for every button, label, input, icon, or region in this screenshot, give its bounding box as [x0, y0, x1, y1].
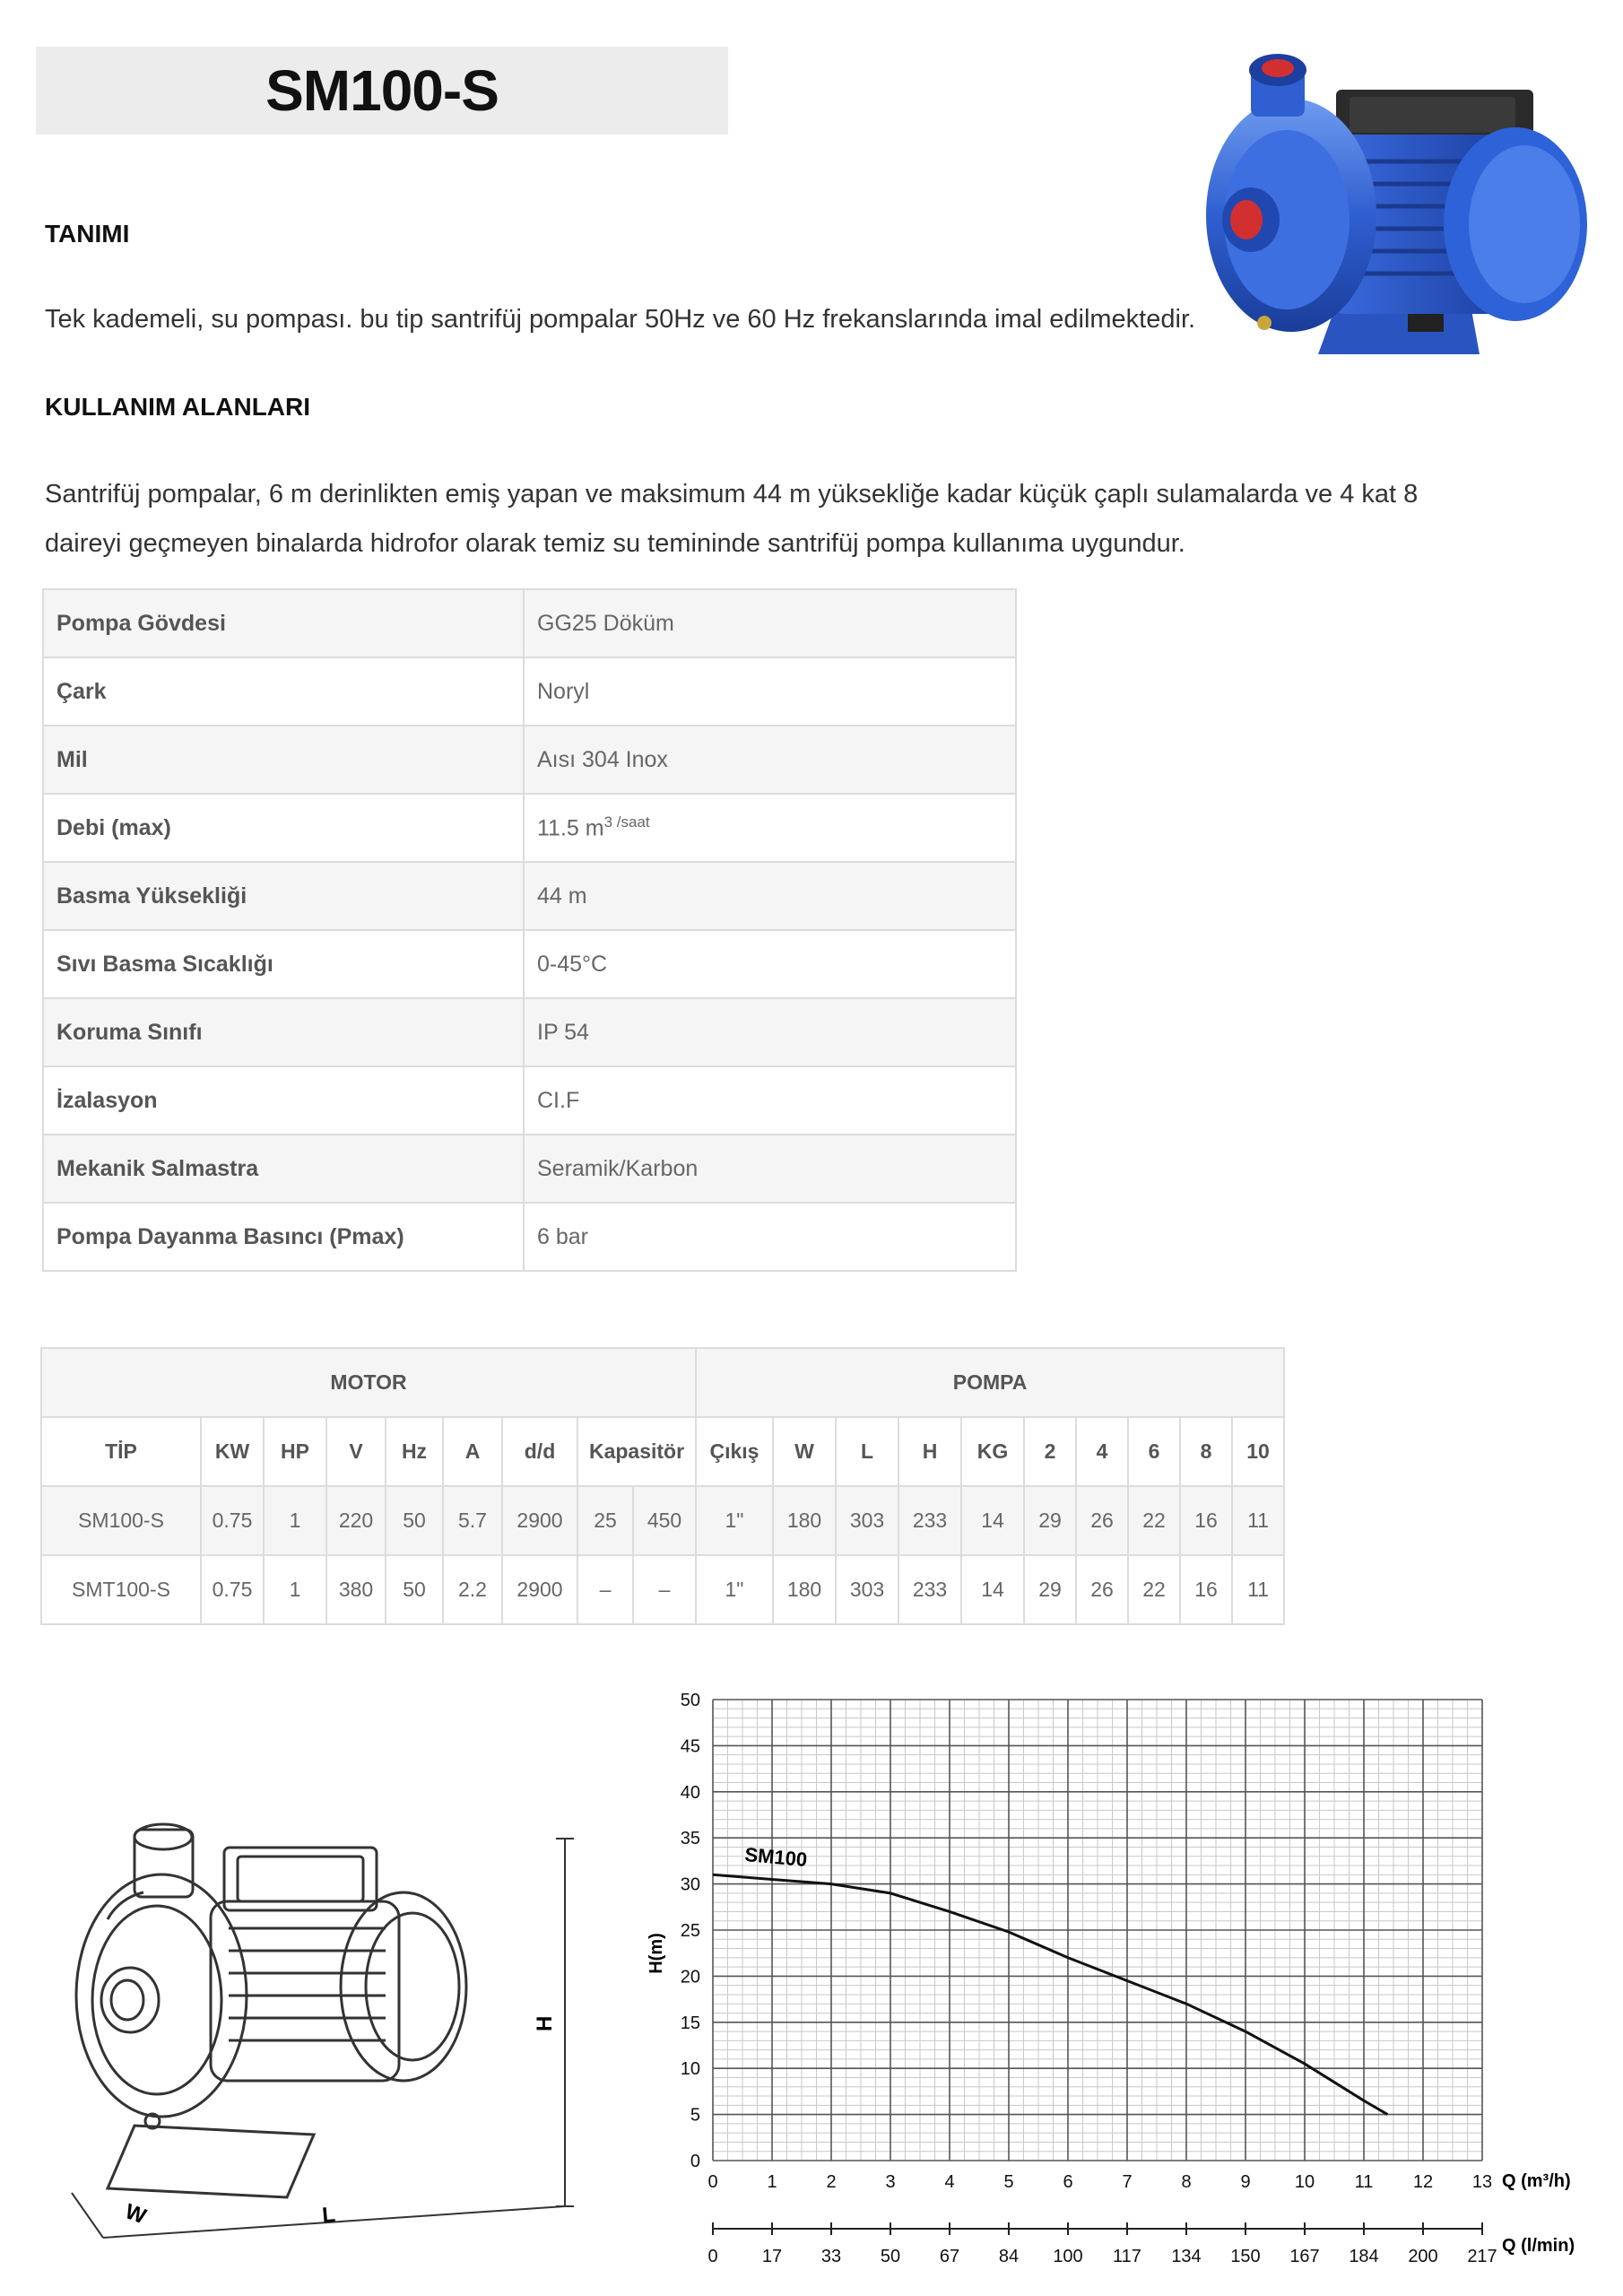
table-cell: 220 [326, 1486, 386, 1555]
x2-tick-label: 0 [707, 2247, 718, 2266]
x2-tick-label: 17 [761, 2247, 783, 2266]
spec-key: Pompa Dayanma Basıncı (Pmax) [43, 1203, 524, 1271]
col-header: 10 [1232, 1417, 1284, 1486]
col-header: 6 [1128, 1417, 1180, 1486]
column-header-row [41, 1417, 1284, 1486]
pump-photo [1202, 36, 1596, 368]
table-cell: 2.2 [443, 1555, 502, 1624]
spec-key: Basma Yüksekliği [43, 862, 524, 930]
table-cell: 1" [696, 1486, 773, 1555]
spec-row [43, 1203, 1016, 1271]
y-tick-label: 40 [680, 1782, 700, 1803]
dim-label-l: L [321, 2202, 337, 2228]
table-cell: 233 [898, 1486, 961, 1555]
col-header: L [836, 1417, 898, 1486]
x2-tick-label: 100 [1053, 2247, 1083, 2266]
tanim-text: Tek kademeli, su pompası. bu tip santrifüj pompalar 50Hz ve 60 Hz frekanslarında imal edilmektedir. [45, 305, 1196, 334]
spec-key: Debi (max) [43, 794, 524, 862]
spec-value: Seramik/Karbon [524, 1135, 1016, 1203]
table-cell: – [633, 1555, 696, 1624]
table-cell: 14 [961, 1555, 1024, 1624]
table-cell: 1 [264, 1555, 326, 1624]
kullanim-text-line2: daireyi geçmeyen binalarda hidrofor olarak temiz su temininde santrifüj pompa kullanıma uygundur. [45, 529, 1185, 558]
col-header: H [898, 1417, 961, 1486]
table-cell: 2900 [502, 1486, 577, 1555]
x-tick-label: 7 [1122, 2172, 1133, 2192]
x2-tick-label: 67 [939, 2247, 960, 2266]
performance-chart [619, 1668, 1614, 2287]
x-tick-label: 5 [1003, 2172, 1014, 2192]
x-tick-label: 6 [1063, 2172, 1073, 2192]
spec-key: Koruma Sınıfı [43, 998, 524, 1066]
x-tick-label: 1 [767, 2172, 777, 2192]
y-tick-label: 10 [680, 2059, 700, 2080]
x2-tick-label: 50 [880, 2247, 901, 2266]
table-cell: 1 [264, 1486, 326, 1555]
y-tick-label: 30 [680, 1874, 700, 1895]
col-header: 4 [1076, 1417, 1128, 1486]
table-cell: 50 [386, 1486, 443, 1555]
spec-key: İzalasyon [43, 1066, 524, 1135]
col-header: A [443, 1417, 502, 1486]
y-tick-label: 20 [680, 1967, 700, 1987]
y-axis-ticks [681, 1691, 700, 2171]
page-title: SM100-S [265, 58, 499, 123]
x-tick-label: 4 [944, 2172, 955, 2192]
y-tick-label: 45 [680, 1736, 700, 1757]
group-header-row [41, 1348, 1284, 1417]
col-header: KW [201, 1417, 264, 1486]
tanim-heading: TANIMI [45, 220, 130, 248]
x-tick-label: 0 [707, 2172, 718, 2192]
spec-row [43, 657, 1016, 726]
spec-key: Çark [43, 657, 524, 726]
x2-tick-label: 150 [1230, 2247, 1261, 2266]
x-tick-label: 10 [1294, 2172, 1315, 2192]
table-cell: 5.7 [443, 1486, 502, 1555]
spec-value: IP 54 [524, 998, 1016, 1066]
spec-value: GG25 Döküm [524, 589, 1016, 657]
x-tick-label: 3 [885, 2172, 896, 2192]
table-cell: 50 [386, 1555, 443, 1624]
col-header: d/d [502, 1417, 577, 1486]
x2-tick-label: 167 [1289, 2247, 1320, 2266]
table-cell: 16 [1180, 1486, 1232, 1555]
table-cell: – [577, 1555, 633, 1624]
spec-key: Mekanik Salmastra [43, 1135, 524, 1203]
spec-value: Noryl [524, 657, 1016, 726]
spec-value: Aısı 304 Inox [524, 726, 1016, 794]
table-cell: 180 [773, 1486, 836, 1555]
col-header: Kapasitör [577, 1417, 696, 1486]
table-cell: 22 [1128, 1555, 1180, 1624]
table-cell: 180 [773, 1555, 836, 1624]
spec-row [43, 1135, 1016, 1203]
spec-value [524, 794, 1016, 862]
spec-row [43, 998, 1016, 1066]
flow-unit: 3 /saat [603, 813, 650, 831]
x2-tick-label: 84 [998, 2247, 1020, 2266]
spec-value: 44 m [524, 862, 1016, 930]
spec-value: CI.F [524, 1066, 1016, 1135]
x-tick-label: 11 [1354, 2172, 1374, 2192]
table-cell: 0.75 [201, 1555, 264, 1624]
y-tick-label: 0 [690, 2152, 700, 2171]
x2-tick-label: 184 [1349, 2247, 1379, 2266]
spec-row [43, 862, 1016, 930]
x2-axis-label: Q (l/min) [1502, 2236, 1575, 2256]
spec-row [43, 930, 1016, 998]
table-cell: 233 [898, 1555, 961, 1624]
table-cell: 14 [961, 1486, 1024, 1555]
y-tick-label: 5 [690, 2105, 700, 2126]
x2-tick-label: 117 [1113, 2247, 1141, 2266]
table-cell: 303 [836, 1486, 898, 1555]
kullanim-text-line1: Santrifüj pompalar, 6 m derinlikten emiş yapan ve maksimum 44 m yüksekliğe kadar küçük çaplı sulamalarda ve 4 kat 8 [45, 480, 1419, 509]
col-header: TİP [41, 1417, 201, 1486]
x-tick-label: 9 [1240, 2172, 1251, 2192]
x2-tick-label: 200 [1408, 2247, 1438, 2266]
table-cell: 29 [1024, 1555, 1076, 1624]
spec-key: Sıvı Basma Sıcaklığı [43, 930, 524, 998]
table-cell: 0.75 [201, 1486, 264, 1555]
x-tick-label: 2 [826, 2172, 837, 2192]
spec-row [43, 1066, 1016, 1135]
flow-value: 11.5 m [537, 815, 604, 841]
table-cell: 2900 [502, 1555, 577, 1624]
kullanim-heading: KULLANIM ALANLARI [45, 393, 311, 421]
table-cell: 380 [326, 1555, 386, 1624]
title-banner [36, 47, 728, 135]
spec-key: Pompa Gövdesi [43, 589, 524, 657]
series-label-sm100: SM100 [743, 1843, 809, 1872]
table-cell: 22 [1128, 1486, 1180, 1555]
table-cell: 26 [1076, 1555, 1128, 1624]
group-motor: MOTOR [41, 1348, 696, 1417]
col-header: 8 [1180, 1417, 1232, 1486]
dim-label-h: H [533, 2015, 557, 2031]
table-cell: SM100-S [41, 1486, 201, 1555]
x2-tick-label: 33 [820, 2247, 842, 2266]
table-cell: 26 [1076, 1486, 1128, 1555]
table-cell: 1" [696, 1555, 773, 1624]
col-header: KG [961, 1417, 1024, 1486]
y-tick-label: 15 [680, 2013, 700, 2033]
spec-row [43, 726, 1016, 794]
x2-tick-label: 134 [1171, 2247, 1202, 2266]
dim-label-w: W [121, 2199, 150, 2230]
x-tick-label: 8 [1181, 2172, 1192, 2192]
table-cell: 303 [836, 1555, 898, 1624]
y-tick-label: 50 [680, 1691, 700, 1710]
table-cell: 29 [1024, 1486, 1076, 1555]
pump-dimension-drawing [54, 1785, 592, 2251]
group-pompa: POMPA [696, 1348, 1284, 1417]
y-axis-label: H(m) [647, 1933, 666, 1974]
motor-table [40, 1347, 1285, 1625]
x-tick-label: 13 [1471, 2172, 1493, 2192]
spec-value: 0-45°C [524, 930, 1016, 998]
table-row [41, 1486, 1284, 1555]
table-cell: 25 [577, 1486, 633, 1555]
x2-tick-label: 217 [1467, 2247, 1497, 2266]
col-header: Çıkış [696, 1417, 773, 1486]
x-tick-label: 12 [1412, 2172, 1434, 2192]
col-header: HP [264, 1417, 326, 1486]
spec-value: 6 bar [524, 1203, 1016, 1271]
col-header: 2 [1024, 1417, 1076, 1486]
spec-key: Mil [43, 726, 524, 794]
table-row [41, 1555, 1284, 1624]
spec-row [43, 794, 1016, 862]
y-tick-label: 35 [680, 1829, 700, 1849]
table-cell: 11 [1232, 1486, 1284, 1555]
col-header: V [326, 1417, 386, 1486]
table-cell: 450 [633, 1486, 696, 1555]
col-header: W [773, 1417, 836, 1486]
col-header: Hz [386, 1417, 443, 1486]
x-axis-ticks [707, 2172, 1492, 2192]
x-axis-label: Q (m³/h) [1502, 2171, 1571, 2191]
spec-row [43, 589, 1016, 657]
table-cell: SMT100-S [41, 1555, 201, 1624]
table-cell: 11 [1232, 1555, 1284, 1624]
y-tick-label: 25 [680, 1921, 700, 1941]
spec-table [42, 588, 1017, 1272]
table-cell: 16 [1180, 1555, 1232, 1624]
